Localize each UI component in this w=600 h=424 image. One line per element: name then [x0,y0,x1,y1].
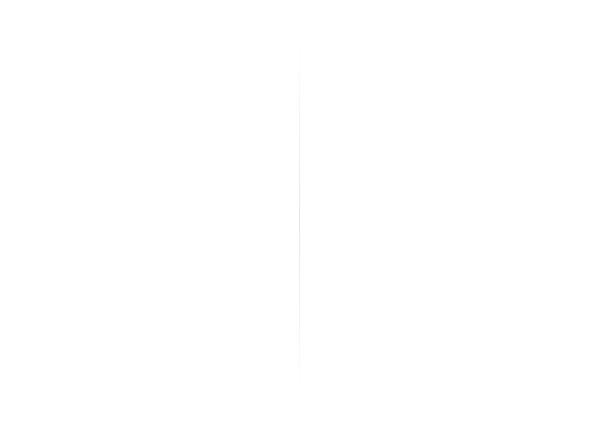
right-page-columns [316,58,560,376]
right-page-column-2 [443,58,560,376]
left-page-columns [38,58,286,376]
left-page-column-2 [167,58,286,376]
right-page [300,0,600,424]
right-page-column-1 [316,58,433,376]
left-page-column-1 [38,58,157,376]
